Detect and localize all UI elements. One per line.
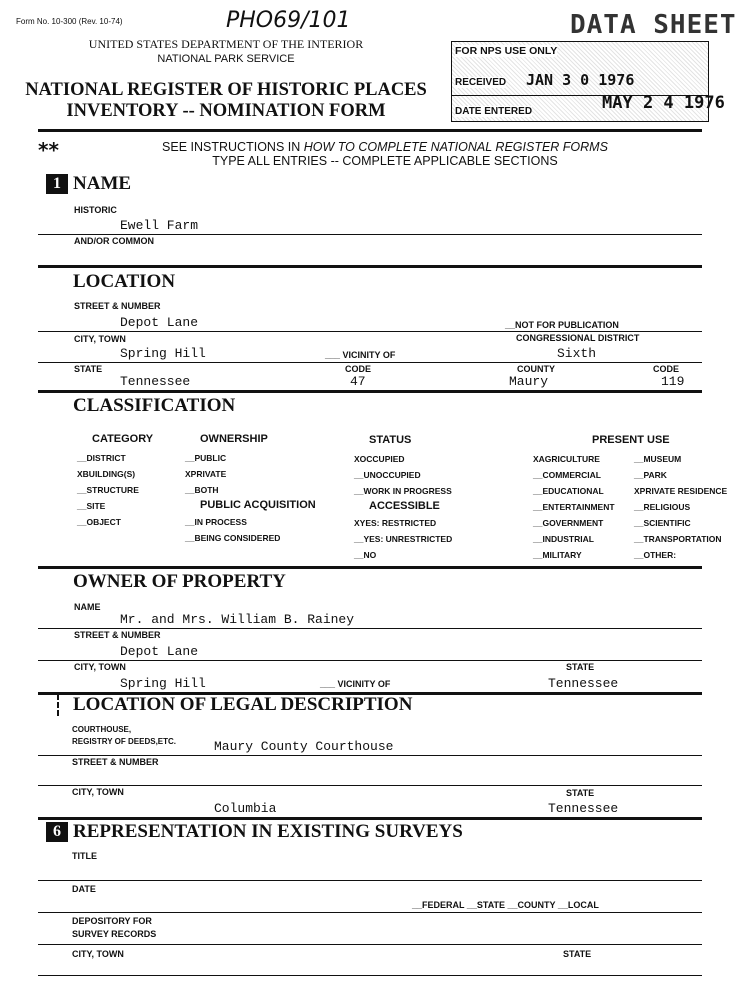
owner-street-value: Depot Lane (120, 644, 199, 659)
category-site: __SITE (77, 501, 106, 511)
accessible-unrestricted: __YES: UNRESTRICTED (354, 534, 453, 544)
use-commercial: __COMMERCIAL (533, 470, 602, 480)
use-museum: __MUSEUM (634, 454, 682, 464)
asterisks: ** (38, 138, 59, 162)
use-educational: __EDUCATIONAL (533, 486, 604, 496)
header-rule (38, 129, 702, 132)
instructions-line2: TYPE ALL ENTRIES -- COMPLETE APPLICABLE SECTIONS (212, 154, 558, 168)
use-industrial: __INDUSTRIAL (533, 534, 594, 544)
legal-city-label: CITY, TOWN (72, 787, 124, 797)
owner-street-label: STREET & NUMBER (74, 630, 161, 640)
survey-title-label: TITLE (72, 851, 97, 861)
legal-state-value: Tennessee (548, 801, 619, 816)
instructions-line1 (0, 140, 752, 154)
ownership-public: __PUBLIC (185, 453, 227, 463)
code-value: 47 (350, 374, 366, 389)
ownership-both: __BOTH (185, 485, 219, 495)
congressional-label: CONGRESSIONAL DISTRICT (516, 333, 640, 343)
instructions-prefix: SEE INSTRUCTIONS IN (162, 140, 304, 154)
status-head: STATUS (369, 434, 412, 446)
use-private-residence: XPRIVATE RESIDENCE (634, 486, 728, 496)
county-value: Maury (509, 374, 549, 389)
accessible-head: ACCESSIBLE (369, 500, 440, 512)
use-park: __PARK (634, 470, 667, 480)
survey-state-label: STATE (563, 949, 592, 959)
use-entertainment: __ENTERTAINMENT (533, 502, 615, 512)
courthouse-label-2: REGISTRY OF DEEDS,ETC. (72, 737, 177, 746)
survey-city-label: CITY, TOWN (72, 949, 124, 959)
accessible-restricted: XYES: RESTRICTED (354, 518, 437, 528)
vicinity-of: ___ VICINITY OF (325, 350, 396, 360)
rule (38, 880, 702, 881)
use-transportation: __TRANSPORTATION (634, 534, 722, 544)
acquisition-in-process: __IN PROCESS (185, 517, 247, 527)
street-label: STREET & NUMBER (74, 301, 161, 311)
status-unoccupied: __UNOCCUPIED (354, 470, 421, 480)
owner-name-label: NAME (74, 602, 101, 612)
section-rule (38, 265, 702, 268)
depository-label-2: SURVEY RECORDS (72, 929, 157, 939)
owner-name-value: Mr. and Mrs. William B. Rainey (120, 612, 355, 627)
form-title-line2: INVENTORY -- NOMINATION FORM (66, 101, 386, 121)
code2-label: CODE (653, 364, 680, 374)
use-government: __GOVERNMENT (533, 518, 604, 528)
rule (38, 785, 702, 786)
section4-title: OWNER OF PROPERTY (73, 571, 286, 592)
data-sheet-stamp: DATA SHEET (570, 10, 737, 40)
section6-number: 6 (46, 822, 68, 842)
city-label: CITY, TOWN (74, 334, 126, 344)
department: UNITED STATES DEPARTMENT OF THE INTERIOR (88, 37, 364, 51)
section3-title: CLASSIFICATION (73, 395, 236, 416)
courthouse-label-1: COURTHOUSE, (72, 725, 132, 734)
code2-value: 119 (661, 374, 685, 389)
survey-levels: __FEDERAL __STATE __COUNTY __LOCAL (412, 900, 599, 910)
form-title-line1: NATIONAL REGISTER OF HISTORIC PLACES (25, 80, 427, 100)
section1-title: NAME (73, 173, 132, 194)
nps-box-header: FOR NPS USE ONLY (455, 45, 558, 57)
margin-mark (57, 694, 59, 716)
category-object: __OBJECT (77, 517, 121, 527)
received-date: JAN 3 0 1976 (526, 71, 635, 89)
use-scientific: __SCIENTIFIC (634, 518, 691, 528)
rule (38, 975, 702, 976)
state-label: STATE (74, 364, 103, 374)
city-value: Spring Hill (120, 346, 206, 361)
county-label: COUNTY (517, 364, 555, 374)
rule (38, 331, 702, 332)
courthouse-value: Maury County Courthouse (214, 739, 394, 754)
use-agriculture: XAGRICULTURE (533, 454, 600, 464)
historic-label: HISTORIC (74, 205, 117, 215)
status-occupied: XOCCUPIED (354, 454, 405, 464)
code-label: CODE (345, 364, 372, 374)
owner-vicinity-of: ___ VICINITY OF (320, 679, 391, 689)
legal-state-label: STATE (566, 788, 595, 798)
use-military: __MILITARY (533, 550, 582, 560)
congressional-value: Sixth (557, 346, 597, 361)
use-other: __OTHER: (634, 550, 677, 560)
owner-state-value: Tennessee (548, 676, 619, 691)
acquisition-being-considered: __BEING CONSIDERED (185, 533, 281, 543)
historic-value: Ewell Farm (120, 218, 199, 233)
rule (38, 755, 702, 756)
ownership-head: OWNERSHIP (200, 433, 268, 445)
rule (38, 234, 702, 235)
nps-use-box (451, 41, 725, 122)
rule (38, 944, 702, 945)
category-head: CATEGORY (92, 433, 154, 445)
legal-city-value: Columbia (214, 801, 277, 816)
section-rule (38, 817, 702, 820)
legal-street-label: STREET & NUMBER (72, 757, 159, 767)
park-service: NATIONAL PARK SERVICE (157, 53, 295, 65)
survey-date-label: DATE (72, 884, 96, 894)
section1-number: 1 (46, 174, 68, 194)
common-label: AND/OR COMMON (74, 236, 154, 246)
accessible-no: __NO (354, 550, 377, 560)
date-entered-label: DATE ENTERED (455, 106, 533, 117)
ownership-private: XPRIVATE (185, 469, 227, 479)
rule (38, 362, 702, 363)
instructions-italic: HOW TO COMPLETE NATIONAL REGISTER FORMS (303, 140, 608, 154)
rule (38, 912, 702, 913)
section5-title: LOCATION OF LEGAL DESCRIPTION (73, 694, 413, 715)
handwritten-id: PHO69/101 (226, 8, 351, 33)
owner-city-value: Spring Hill (120, 676, 206, 691)
owner-city-label: CITY, TOWN (74, 662, 126, 672)
acquisition-head: PUBLIC ACQUISITION (200, 499, 316, 511)
rule (38, 660, 702, 661)
rule (38, 628, 702, 629)
owner-state-label: STATE (566, 662, 595, 672)
section2-title: LOCATION (73, 271, 176, 292)
category-structure: __STRUCTURE (77, 485, 139, 495)
category-district: __DISTRICT (77, 453, 126, 463)
section-rule (38, 390, 702, 393)
street-value: Depot Lane (120, 315, 199, 330)
section6-title: REPRESENTATION IN EXISTING SURVEYS (73, 821, 463, 842)
state-value: Tennessee (120, 374, 191, 389)
depository-label-1: DEPOSITORY FOR (72, 916, 152, 926)
entered-date: MAY 2 4 1976 (602, 93, 725, 113)
form-number: Form No. 10-300 (Rev. 10-74) (16, 17, 123, 26)
use-religious: __RELIGIOUS (634, 502, 691, 512)
not-for-publication: __NOT FOR PUBLICATION (505, 320, 619, 330)
present-use-head: PRESENT USE (592, 434, 670, 446)
category-buildings: XBUILDING(S) (77, 469, 136, 479)
section-rule (38, 566, 702, 569)
status-work-in-progress: __WORK IN PROGRESS (354, 486, 452, 496)
received-label: RECEIVED (455, 77, 507, 88)
